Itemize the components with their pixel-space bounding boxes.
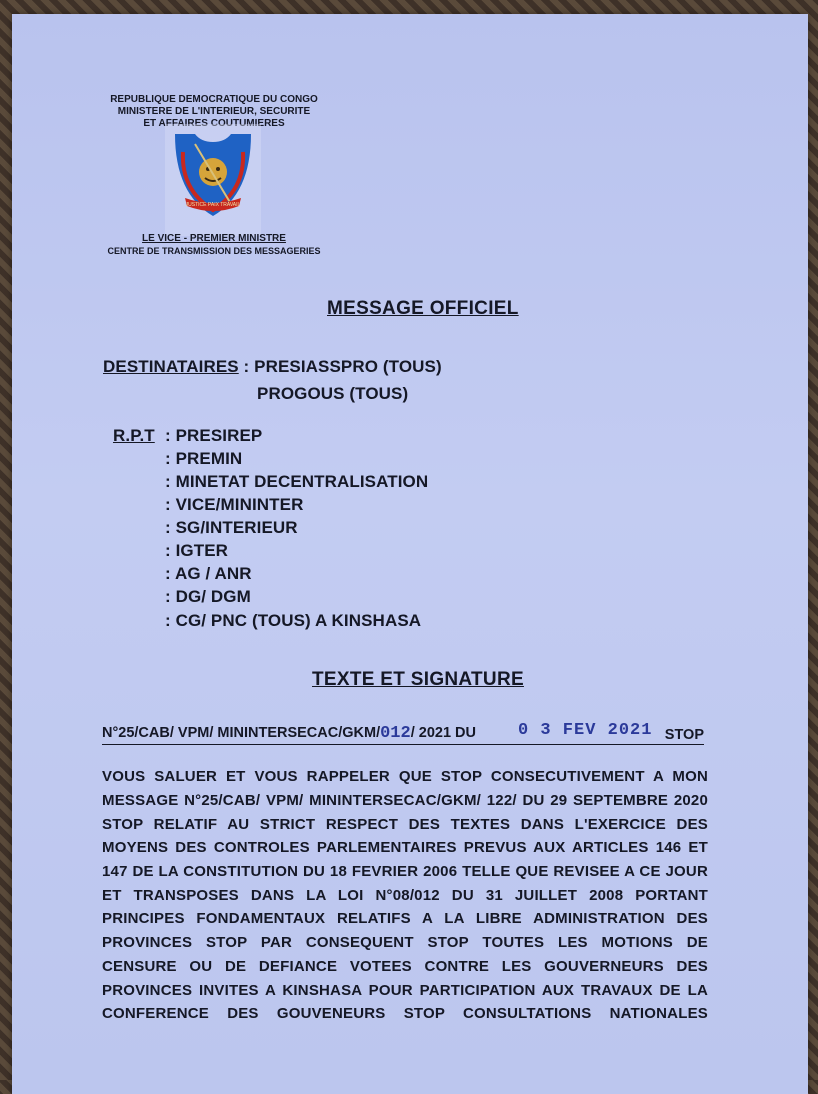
transmission-center: CENTRE DE TRANSMISSION DES MESSAGERIES [107,246,321,256]
letterhead-ministry-cont: ET AFFAIRES COUTUMIERES [143,118,285,129]
letterhead-country: REPUBLIQUE DEMOCRATIQUE DU CONGO [110,94,318,105]
section-title: TEXTE ET SIGNATURE [312,669,524,690]
recipients-separator: : [238,357,255,376]
rpt-item: : PRESIREP [165,426,263,445]
recipients-line [103,357,442,377]
rpt-item: : MINETAT DECENTRALISATION [165,472,429,491]
reference-handwritten-number: 012 [380,724,411,743]
reference-stamped-date: 0 3 FEV 2021 [518,721,653,740]
body-text-line: PROVINCES INVITES A KINSHASA POUR PARTICIPATION AUX TRAVAUX DE LA [102,982,708,999]
rpt-item: : SG/INTERIEUR [165,518,298,537]
body-text-line: PRINCIPES FONDAMENTAUX RELATIFS A LA LIBRE ADMINISTRATION DES [102,910,708,927]
body-text-line: CONFERENCE DES GOUVENEURS STOP CONSULTATIONS NATIONALES [102,1005,708,1022]
recipient-1: PRESIASSPRO (TOUS) [254,357,442,376]
rpt-item: : CG/ PNC (TOUS) A KINSHASA [165,611,422,630]
office-title: LE VICE - PREMIER MINISTRE [142,233,286,244]
body-text-line: PROVINCES STOP PAR CONSEQUENT STOP TOUTES LES MOTIONS DE [102,934,708,951]
body-text-line: MOYENS DES CONTROLES PARLEMENTAIRES PREVUS AUX ARTICLES 146 ET [102,839,708,856]
rpt-item: : DG/ DGM [165,587,251,606]
rpt-label: R.P.T [113,426,155,445]
body-text-line: MESSAGE N°25/CAB/ VPM/ MININTERSECAC/GKM/ 122/ DU 29 SEPTEMBRE 2020 [102,792,708,809]
reference-prefix: N°25/CAB/ VPM/ MININTERSECAC/GKM/ [102,725,381,741]
rpt-item: : PREMIN [165,449,243,468]
rpt-item: : AG / ANR [165,564,252,583]
body-text-line: STOP RELATIF AU STRICT RESPECT DES TEXTES DANS L'EXERCICE DES [102,816,708,833]
body-text-line: ET TRANSPOSES DANS LA LOI N°08/012 DU 31 JUILLET 2008 PORTANT [102,887,708,904]
body-text-line: CENSURE OU DE DEFIANCE VOTEES CONTRE LES GOUVERNEURS DES [102,958,708,975]
reference-stop: STOP [664,727,704,743]
coat-of-arms-emblem [165,124,261,236]
rpt-item: : IGTER [165,541,229,560]
document-title: MESSAGE OFFICIEL [327,298,519,319]
body-text-line: 147 DE LA CONSTITUTION DU 18 FEVRIER 2006 TELLE QUE REVISEE A CE JOUR [102,863,708,880]
document-page [12,14,808,1094]
letterhead-ministry: MINISTERE DE L'INTERIEUR, SECURITE [117,106,311,117]
body-text-line: VOUS SALUER ET VOUS RAPPELER QUE STOP CONSECUTIVEMENT A MON [102,768,708,785]
recipients-label: DESTINATAIRES [103,357,239,376]
rpt-item: : VICE/MININTER [165,495,304,514]
reference-year: / 2021 DU [410,725,477,741]
recipient-2: PROGOUS (TOUS) [257,384,409,403]
reference-line [102,721,704,745]
emblem-motto: JUSTICE PAIX TRAVAIL [185,202,241,208]
